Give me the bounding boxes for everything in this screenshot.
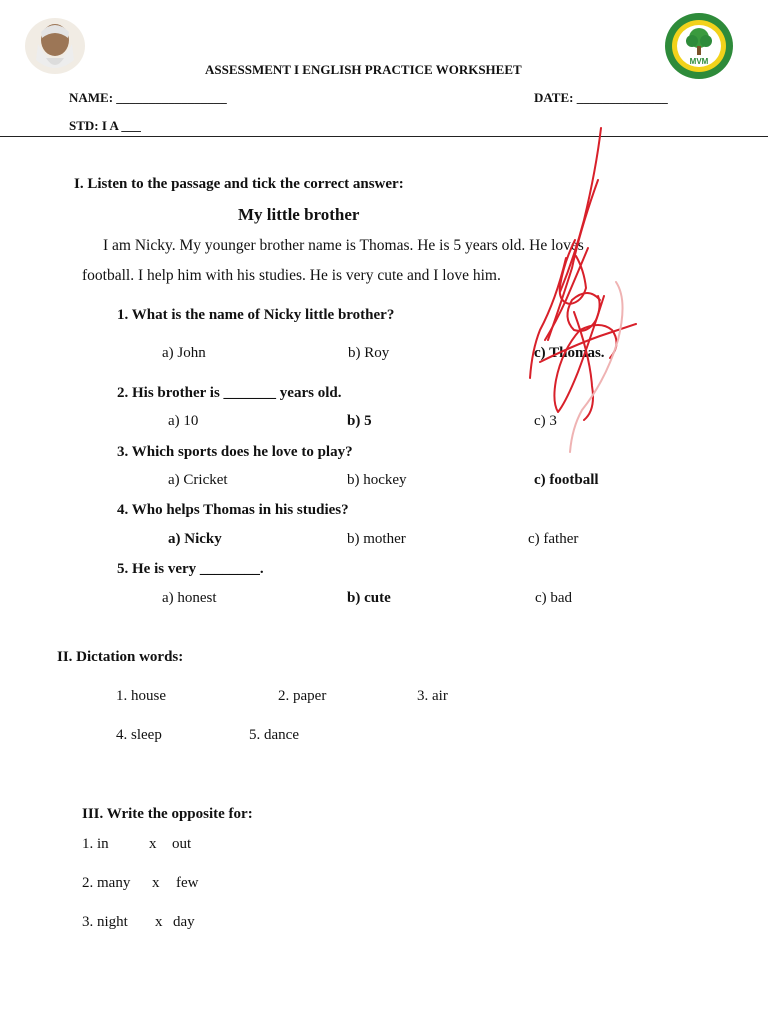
date-field: DATE: ______________	[534, 90, 668, 105]
q1-option-c: c) Thomas.	[534, 345, 605, 361]
opposite-x-3: x	[155, 914, 163, 930]
question-1: 1. What is the name of Nicky little brother?	[117, 307, 395, 323]
opposite-x-2: x	[152, 875, 160, 891]
worksheet-title: ASSESSMENT I ENGLISH PRACTICE WORKSHEET	[205, 62, 522, 77]
opposite-answer-2: few	[176, 875, 199, 891]
q3-option-a: a) Cricket	[168, 472, 228, 488]
question-4: 4. Who helps Thomas in his studies?	[117, 502, 349, 518]
question-5: 5. He is very ________.	[117, 561, 264, 577]
q4-option-a: a) Nicky	[168, 531, 222, 547]
q2-option-a: a) 10	[168, 413, 199, 429]
q3-option-c: c) football	[534, 472, 599, 488]
std-field: STD: I A ___	[69, 118, 141, 133]
dictation-word-4: 4. sleep	[116, 727, 162, 743]
dictation-word-1: 1. house	[116, 688, 166, 704]
q2-option-b: b) 5	[347, 413, 372, 429]
dictation-word-2: 2. paper	[278, 688, 327, 704]
dictation-word-5: 5. dance	[249, 727, 299, 743]
section2-heading: II. Dictation words:	[57, 649, 184, 665]
opposite-answer-3: day	[173, 914, 195, 930]
q5-option-b: b) cute	[347, 590, 391, 606]
section3-heading: III. Write the opposite for:	[82, 806, 253, 822]
q4-option-b: b) mother	[347, 531, 406, 547]
q3-option-b: b) hockey	[347, 472, 407, 488]
guru-portrait	[24, 16, 86, 74]
section1-heading: I. Listen to the passage and tick the correct answer:	[74, 176, 404, 192]
header-divider	[0, 136, 768, 137]
passage-line-2: football. I help him with his studies. He is very cute and I love him.	[82, 267, 501, 284]
logo-text: MVM	[689, 57, 709, 66]
question-3: 3. Which sports does he love to play?	[117, 444, 353, 460]
q1-option-a: a) John	[162, 345, 206, 361]
opposite-item-1: 1. in	[82, 836, 109, 852]
name-field: NAME: _________________	[69, 90, 227, 105]
passage-line-1: I am Nicky. My younger brother name is Thomas. He is 5 years old. He loves	[103, 237, 584, 254]
q2-option-c: c) 3	[534, 413, 557, 429]
opposite-item-3: 3. night	[82, 914, 128, 930]
dictation-word-3: 3. air	[417, 688, 448, 704]
q1-option-b: b) Roy	[348, 345, 390, 361]
q5-option-a: a) honest	[162, 590, 217, 606]
passage-title: My little brother	[238, 205, 360, 224]
opposite-x-1: x	[149, 836, 157, 852]
opposite-answer-1: out	[172, 836, 192, 852]
school-logo	[664, 12, 734, 80]
q4-option-c: c) father	[528, 531, 579, 547]
question-2: 2. His brother is _______ years old.	[117, 385, 342, 401]
q5-option-c: c) bad	[535, 590, 573, 606]
opposite-item-2: 2. many	[82, 875, 131, 891]
